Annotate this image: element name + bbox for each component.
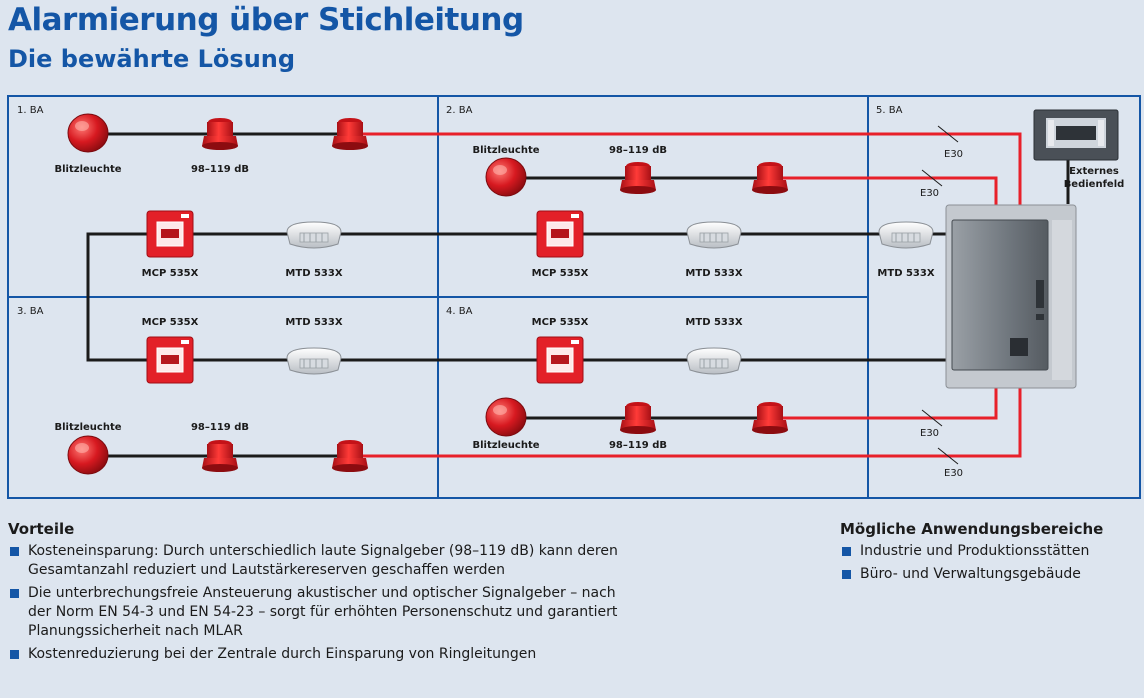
- label-blitzleuchte: Blitzleuchte: [54, 422, 122, 433]
- bullet-square-icon: [842, 570, 851, 579]
- label-mcp: MCP 535X: [141, 268, 199, 279]
- list-item: [840, 542, 1140, 561]
- sounder-icon: [332, 440, 368, 472]
- smoke-detector-icon: [287, 348, 341, 374]
- list-item-line: Kostenreduzierung bei der Zentrale durch Einsparung von Ringleitungen: [28, 646, 537, 662]
- signal-chain-segments: [88, 134, 770, 456]
- label-db: 98–119 dB: [608, 145, 668, 156]
- zone-label-4: 4. BA: [446, 306, 473, 317]
- manual-call-point-icon: [537, 337, 583, 383]
- sounder-icon: [620, 402, 656, 434]
- manual-call-point-icon: [147, 337, 193, 383]
- label-mtd: MTD 533X: [285, 317, 343, 328]
- label-mtd: MTD 533X: [877, 268, 935, 279]
- list-item-line: Die unterbrechungsfreie Ansteuerung akustischer und optischer Signalgeber – nach: [28, 585, 616, 601]
- sounder-icon: [620, 162, 656, 194]
- label-mcp: MCP 535X: [531, 268, 589, 279]
- usage-list: [840, 542, 1140, 584]
- list-item: [8, 542, 788, 580]
- list-item-text: Industrie und Produktionsstätten: [860, 543, 1090, 559]
- label-blitzleuchte: Blitzleuchte: [54, 164, 122, 175]
- label-mcp: MCP 535X: [141, 317, 199, 328]
- list-item: [8, 645, 788, 664]
- smoke-detector-icon: [687, 348, 741, 374]
- page-subtitle: Die bewährte Lösung: [8, 45, 296, 73]
- page-title: Alarmierung über Stichleitung: [8, 2, 524, 38]
- label-db: 98–119 dB: [608, 440, 668, 451]
- e30-label-3: E30: [920, 428, 940, 439]
- smoke-detector-icon: [879, 222, 933, 248]
- usage-heading: Mögliche Anwendungsbereiche: [840, 520, 1104, 538]
- usage-section: [840, 520, 1140, 588]
- smoke-detector-icon: [687, 222, 741, 248]
- flash-beacon-icon: [486, 398, 526, 436]
- control-panel-cabinet-icon: [946, 205, 1076, 388]
- bullet-square-icon: [10, 650, 19, 659]
- list-item-text: Büro- und Verwaltungsgebäude: [860, 566, 1081, 582]
- sounder-icon: [752, 162, 788, 194]
- label-db: 98–119 dB: [190, 164, 250, 175]
- flash-beacon-icon: [486, 158, 526, 196]
- sounder-icon: [332, 118, 368, 150]
- label-mtd: MTD 533X: [285, 268, 343, 279]
- zone-label-3: 3. BA: [17, 306, 44, 317]
- sounder-icon: [202, 440, 238, 472]
- label-blitzleuchte: Blitzleuchte: [472, 440, 540, 451]
- list-item-line: der Norm EN 54-3 und EN 54-23 – sorgt für erhöhten Personenschutz und garantiert: [28, 604, 618, 620]
- list-item-line: Kosteneinsparung: Durch unterschiedlich laute Signalgeber (98–119 dB) kann deren: [28, 543, 618, 559]
- bullet-square-icon: [10, 589, 19, 598]
- zone-label-2: 2. BA: [446, 105, 473, 116]
- advantages-section: [8, 520, 788, 668]
- list-item: [840, 565, 1140, 584]
- bullet-square-icon: [842, 547, 851, 556]
- e30-label-4: E30: [944, 468, 964, 479]
- list-item-line: Planungssicherheit nach MLAR: [28, 623, 243, 639]
- label-mcp: MCP 535X: [531, 317, 589, 328]
- label-blitzleuchte: Blitzleuchte: [472, 145, 540, 156]
- flash-beacon-icon: [68, 114, 108, 152]
- label-mtd: MTD 533X: [685, 268, 743, 279]
- zone-label-5: 5. BA: [876, 105, 903, 116]
- label-mtd: MTD 533X: [685, 317, 743, 328]
- sounder-icon: [202, 118, 238, 150]
- smoke-detector-icon: [287, 222, 341, 248]
- list-item-line: Gesamtanzahl reduziert und Lautstärkereserven geschaffen werden: [28, 562, 506, 578]
- external-panel-label-2: Bedienfeld: [1063, 179, 1125, 190]
- signal-stub-lines: [350, 134, 1020, 456]
- list-item: [8, 584, 788, 641]
- advantages-list: [8, 542, 788, 664]
- manual-call-point-icon: [537, 211, 583, 257]
- bullet-square-icon: [10, 547, 19, 556]
- flash-beacon-icon: [68, 436, 108, 474]
- e30-label-2: E30: [920, 188, 940, 199]
- manual-call-point-icon: [147, 211, 193, 257]
- zone-label-1: 1. BA: [17, 105, 44, 116]
- sounder-icon: [752, 402, 788, 434]
- external-panel-label-1: Externes: [1069, 166, 1119, 177]
- advantages-heading: Vorteile: [8, 520, 75, 538]
- label-db: 98–119 dB: [190, 422, 250, 433]
- e30-label-1: E30: [944, 149, 964, 160]
